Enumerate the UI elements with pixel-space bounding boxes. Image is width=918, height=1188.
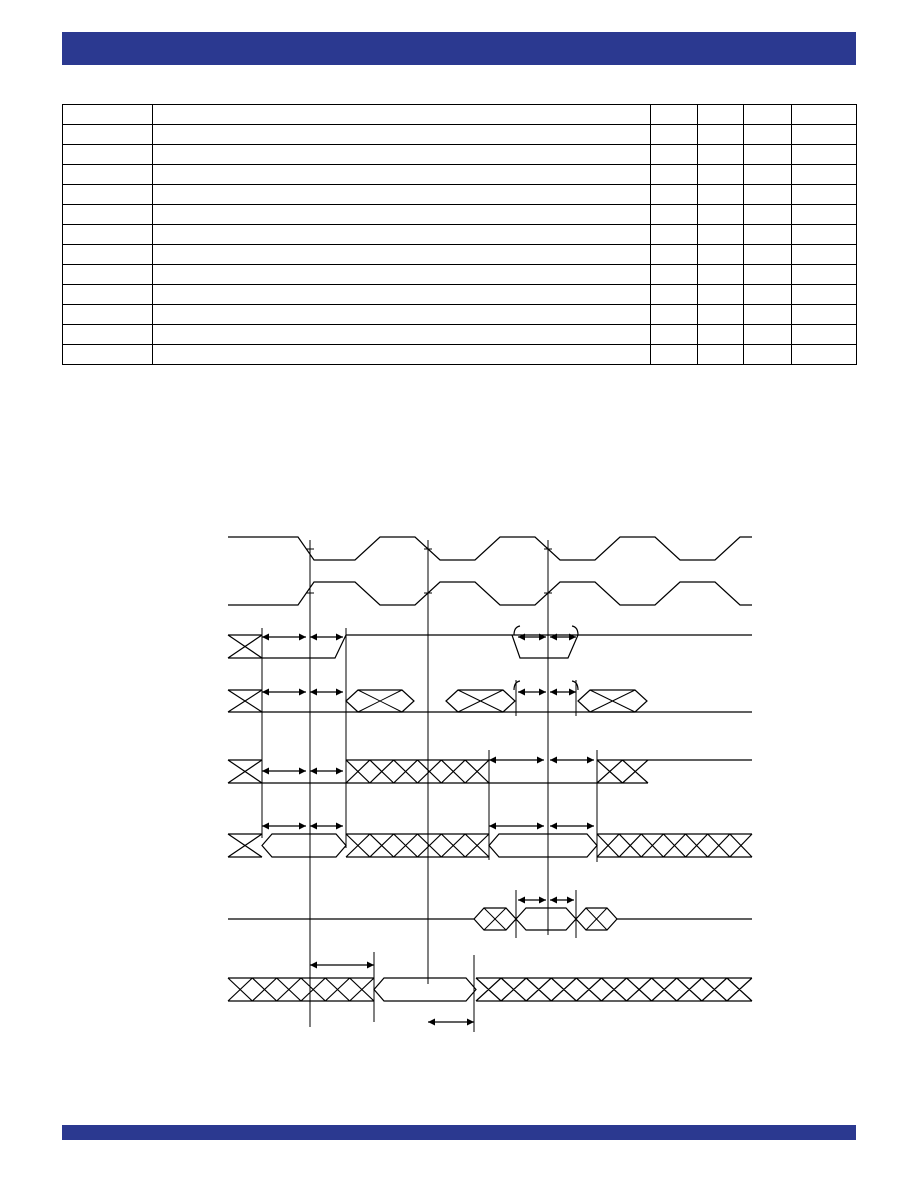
arrowhead-left — [262, 823, 269, 830]
timing-arrow — [310, 689, 343, 696]
arrowhead-right — [467, 1019, 474, 1026]
arrowhead-right — [336, 823, 343, 830]
arrowhead-left — [550, 897, 557, 904]
signal-row-3 — [262, 635, 752, 658]
timing-arrow — [550, 689, 576, 696]
signal-invalid-region — [476, 978, 752, 1001]
signal-invalid-region — [228, 690, 262, 712]
timing-arrow — [550, 823, 594, 830]
timing-arrow — [310, 823, 343, 830]
signal-row-7-valid-window — [516, 908, 576, 930]
timing-arrow — [262, 768, 306, 775]
arrowhead-right — [537, 823, 544, 830]
arrowhead-right — [299, 768, 306, 775]
signal-invalid-region — [228, 635, 262, 658]
arrowhead-right — [336, 634, 343, 641]
arrowhead-left — [489, 757, 496, 764]
timing-arrow — [310, 634, 343, 641]
signal-invalid-region — [228, 760, 262, 783]
header-band — [62, 32, 856, 65]
arrowhead-right — [587, 757, 594, 764]
arrowhead-left — [310, 634, 317, 641]
arrowhead-left — [489, 823, 496, 830]
signal-invalid-region — [597, 834, 752, 857]
arrowhead-left — [550, 689, 557, 696]
timing-hook — [514, 626, 520, 635]
timing-arrow — [550, 757, 594, 764]
arrowhead-right — [539, 689, 546, 696]
arrowhead-left — [310, 823, 317, 830]
timing-arrow — [518, 897, 546, 904]
timing-hook — [514, 681, 520, 690]
timing-hook — [572, 681, 578, 690]
signal-invalid-region — [597, 760, 648, 783]
arrowhead-right — [299, 634, 306, 641]
arrowhead-right — [367, 962, 374, 969]
signal-invalid-region — [346, 834, 489, 857]
arrowhead-left — [310, 689, 317, 696]
signal-row-6-valid-window — [262, 834, 346, 857]
arrowhead-right — [336, 768, 343, 775]
arrowhead-left — [310, 768, 317, 775]
timing-arrow — [262, 634, 306, 641]
signal-row-8-valid-window — [374, 978, 476, 1001]
arrowhead-left — [518, 689, 525, 696]
arrowhead-right — [539, 897, 546, 904]
signal-invalid-region — [228, 978, 374, 1001]
timing-arrow — [428, 1019, 474, 1026]
arrowhead-right — [537, 757, 544, 764]
arrowhead-left — [310, 962, 317, 969]
arrowhead-right — [569, 689, 576, 696]
arrowhead-left — [262, 768, 269, 775]
timing-arrow — [550, 897, 574, 904]
timing-hook — [572, 626, 578, 635]
arrowhead-left — [262, 689, 269, 696]
timing-arrow — [262, 689, 306, 696]
signal-invalid-region — [346, 760, 489, 783]
arrowhead-left — [518, 897, 525, 904]
signal-invalid-region — [228, 834, 262, 857]
timing-arrow — [310, 768, 343, 775]
timing-arrow — [489, 823, 544, 830]
arrowhead-right — [299, 689, 306, 696]
timing-arrow — [262, 823, 306, 830]
arrowhead-left — [262, 634, 269, 641]
footer-band — [62, 1125, 856, 1140]
arrowhead-right — [587, 823, 594, 830]
arrowhead-left — [550, 823, 557, 830]
arrowhead-right — [336, 689, 343, 696]
timing-arrow — [518, 689, 546, 696]
signal-row-6-valid-window — [489, 834, 597, 857]
arrowhead-left — [428, 1019, 435, 1026]
arrowhead-right — [567, 897, 574, 904]
timing-arrow — [310, 962, 374, 969]
arrowhead-left — [550, 757, 557, 764]
timing-arrow — [489, 757, 544, 764]
arrowhead-right — [299, 823, 306, 830]
